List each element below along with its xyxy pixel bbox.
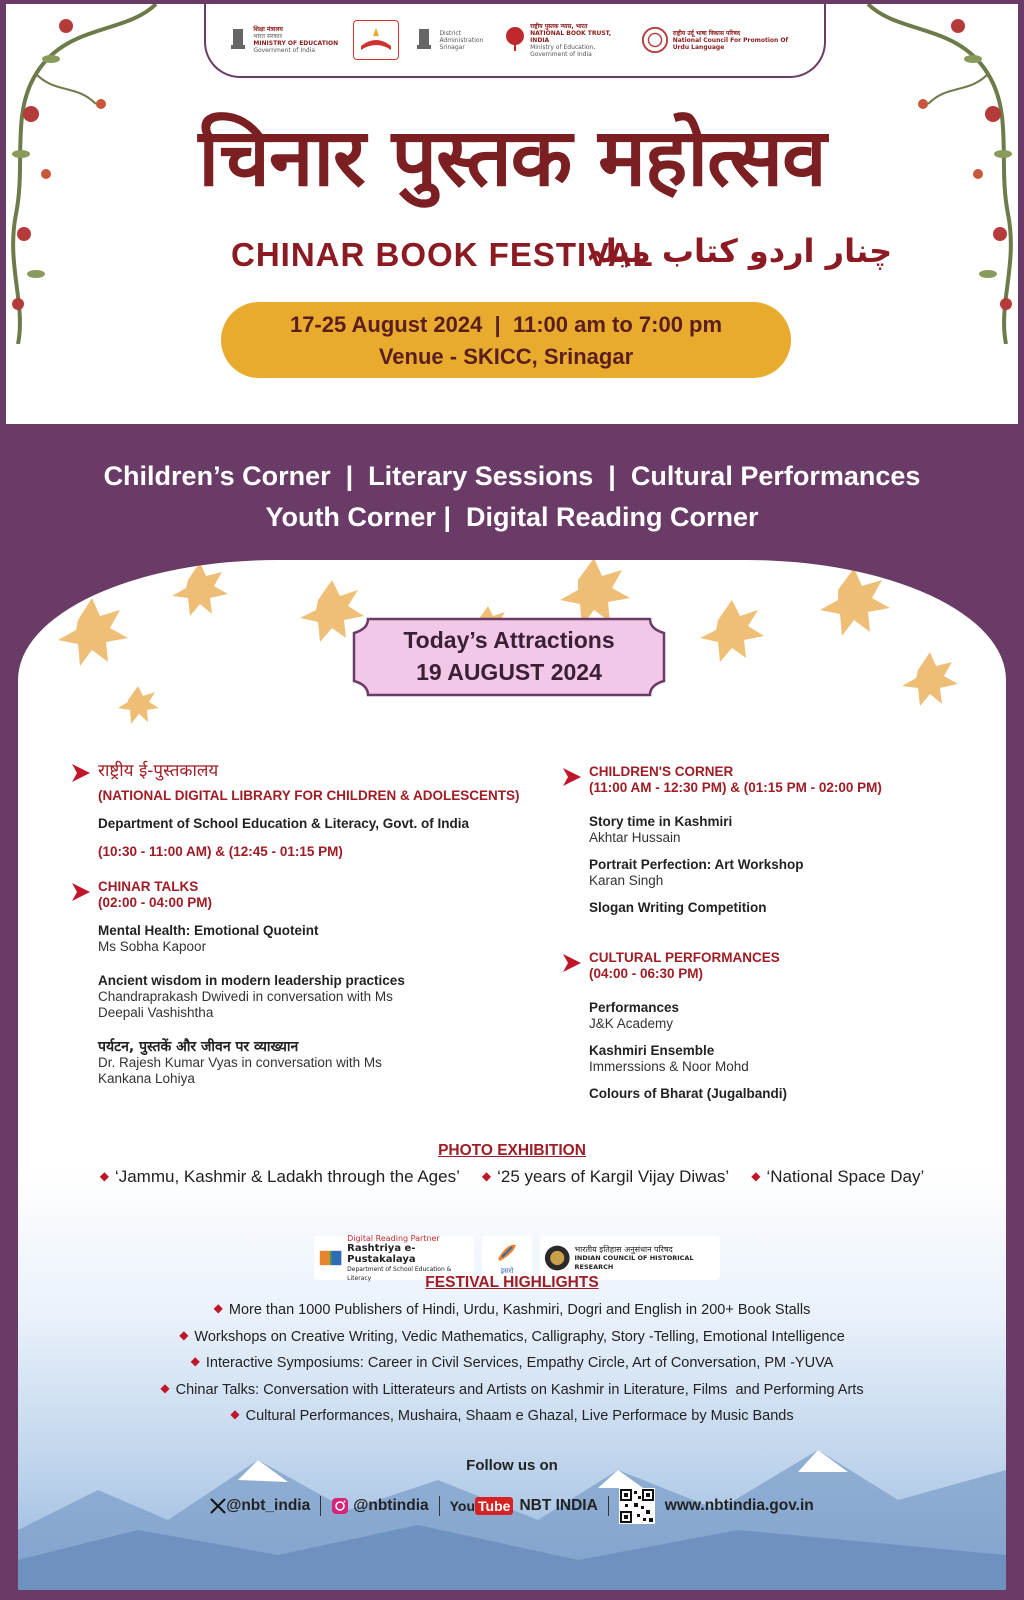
highlight-item — [18, 1296, 1006, 1323]
venue-line: Venue - SKICC, Srinagar — [378, 344, 634, 369]
talk-title: Mental Health: Emotional Quoteint — [98, 923, 319, 938]
rep-tag: Digital Reading Partner — [347, 1233, 440, 1243]
youtube-channel: NBT INDIA — [519, 1497, 598, 1514]
ncpul-name: National Council For Promotion Of Urdu Language — [672, 36, 789, 51]
children-item-people: Karan Singh — [589, 873, 664, 888]
badge-line-1: Today’s Attractions — [403, 627, 615, 653]
ichr-name: INDIAN COUNCIL OF HISTORICAL RESEARCH — [574, 1253, 694, 1271]
cultural-item — [589, 1086, 981, 1102]
cultural-item-title: Performances — [589, 1000, 680, 1015]
cultural-section — [561, 950, 981, 1102]
qr-code-icon — [619, 1488, 655, 1524]
header-panel — [6, 4, 1018, 424]
diamond-icon: ◆ — [99, 1169, 109, 1183]
cultural-item-title: Colours of Bharat (Jugalbandi) — [589, 1086, 788, 1101]
diamond-icon: ◆ — [213, 1301, 223, 1315]
ministry-of-education-logo — [227, 25, 338, 55]
highlight-text: Workshops on Creative Writing, Vedic Mathematics, Calligraphy, Story -Telling, Emotional Intelligence — [194, 1328, 845, 1345]
children-time: (11:00 AM - 12:30 PM) & (01:15 PM - 02:00 PM) — [589, 780, 882, 795]
cultural-item — [589, 1000, 981, 1032]
edu-sub: भारत सरकार — [253, 33, 282, 40]
arrow-icon — [561, 952, 583, 974]
nbt-sub: Ministry of Education, Government of India — [530, 43, 596, 58]
highlights-heading-wrap — [18, 1274, 1006, 1292]
nbt-logo — [504, 23, 626, 58]
children-item-title: Slogan Writing Competition — [589, 900, 767, 915]
cultural-item-title: Kashmiri Ensemble — [589, 1043, 715, 1058]
children-item-people: Akhtar Hussain — [589, 830, 681, 845]
highlight-text: Cultural Performances, Mushaira, Shaam e Ghazal, Live Performace by Music Bands — [245, 1408, 794, 1424]
photo-item — [100, 1167, 460, 1187]
rep-name: Rashtriya e-Pustakalaya — [347, 1242, 416, 1265]
highlight-text: Interactive Symposiums: Career in Civil Services, Empathy Circle, Art of Conversation, PM -YUVA — [205, 1355, 834, 1371]
diamond-icon: ◆ — [751, 1169, 761, 1183]
diamond-icon: ◆ — [179, 1327, 189, 1342]
youtube-brand-you: You — [449, 1498, 476, 1514]
x-handle: @nbt_india — [226, 1497, 311, 1514]
date-line: 17-25 August 2024 | 11:00 am to 7:00 pm — [289, 312, 723, 337]
ichr-hindi: भारतीय इतिहास अनुसंधान परिषद — [574, 1244, 673, 1254]
ndl-subtitle: (NATIONAL DIGITAL LIBRARY FOR CHILDREN & ADOLESCENTS) — [98, 788, 520, 803]
edu-hindi: शिक्षा मंत्रालय — [253, 26, 283, 33]
ichr-seal-icon — [544, 1243, 571, 1273]
talk-people: Ms Sobha Kapoor — [98, 939, 207, 954]
highlight-item — [18, 1376, 1006, 1403]
talk-item — [98, 973, 438, 1021]
x-link[interactable] — [210, 1497, 310, 1515]
isro-text: इसरो — [500, 1266, 514, 1275]
youtube-brand-tube: Tube — [475, 1497, 513, 1515]
highlights-list — [18, 1296, 1006, 1429]
photo-item — [751, 1167, 924, 1187]
diamond-icon: ◆ — [481, 1169, 492, 1183]
right-column — [561, 764, 981, 1102]
cultural-item-people: Immerssions & Noor Mohd — [589, 1059, 749, 1074]
photo-heading-wrap — [18, 1142, 1006, 1160]
highlight-item — [18, 1349, 1006, 1376]
photo-list — [18, 1167, 1006, 1187]
follow-wrap — [18, 1457, 1006, 1475]
divider — [439, 1496, 440, 1516]
english-title: CHINAR BOOK FESTIVAL — [231, 236, 654, 273]
ndl-time: (10:30 - 11:00 AM) & (12:45 - 01:15 PM) — [98, 844, 343, 859]
left-column — [70, 760, 530, 1087]
edu-govt: Government of India — [253, 47, 316, 54]
feature-line-2: Youth Corner | Digital Reading Corner — [265, 502, 759, 532]
photo-item-text: ‘25 years of Kargil Vijay Diwas’ — [497, 1167, 730, 1186]
x-logo-icon — [210, 1498, 226, 1514]
children-item — [589, 857, 981, 889]
talk-people: Dr. Rajesh Kumar Vyas in conversation with Ms Kankana Lohiya — [98, 1055, 382, 1086]
social-links — [18, 1488, 1006, 1524]
todays-attractions-badge — [348, 615, 670, 699]
rep-sub: Department of School Education & Literacy — [347, 1265, 452, 1282]
district-admin-logo — [413, 25, 489, 55]
website-link[interactable] — [619, 1488, 814, 1524]
talks-section — [70, 879, 530, 1087]
children-title: CHILDREN'S CORNER — [589, 764, 734, 779]
edu-name: MINISTRY OF EDUCATION — [253, 40, 339, 47]
district-name: District Administration Srinagar — [439, 29, 484, 51]
children-item-title: Story time in Kashmiri — [589, 814, 733, 829]
diamond-icon: ◆ — [190, 1354, 200, 1368]
nbt-hindi: राष्ट्रीय पुस्तक न्यास, भारत — [530, 22, 588, 30]
photo-item-text: ‘Jammu, Kashmir & Ladakh through the Ages’ — [114, 1167, 460, 1186]
talk-title: Ancient wisdom in modern leadership practices — [98, 973, 405, 988]
talks-time: (02:00 - 04:00 PM) — [98, 895, 213, 910]
photo-heading: PHOTO EXHIBITION — [438, 1142, 586, 1159]
diamond-icon: ◆ — [160, 1380, 170, 1395]
highlight-item — [18, 1323, 1006, 1350]
children-item — [589, 814, 981, 846]
diamond-icon: ◆ — [230, 1407, 240, 1421]
photo-item-text: ‘National Space Day’ — [766, 1167, 925, 1186]
youtube-link[interactable] — [450, 1497, 598, 1515]
highlights-heading: FESTIVAL HIGHLIGHTS — [425, 1274, 599, 1291]
youtube-logo-icon — [450, 1497, 514, 1515]
emblem-icon — [413, 25, 435, 55]
ncpul-seal-icon — [641, 25, 669, 55]
talk-title: पर्यटन, पुस्तकें और जीवन पर व्याख्यान — [98, 1039, 299, 1055]
ndl-section — [70, 760, 530, 859]
instagram-link[interactable] — [331, 1497, 428, 1515]
arrow-icon — [561, 766, 583, 788]
chinar-festival-logo-icon — [353, 20, 399, 60]
children-item — [589, 900, 981, 916]
ncpul-logo — [641, 25, 803, 55]
cultural-item-people: J&K Academy — [589, 1016, 674, 1031]
national-emblem-icon — [227, 25, 249, 55]
talk-item — [98, 923, 530, 955]
divider — [320, 1496, 321, 1516]
ndl-dept: Department of School Education & Literacy, Govt. of India — [98, 816, 470, 831]
partner-logo-bar — [204, 4, 826, 78]
children-section — [561, 764, 981, 916]
talk-people: Chandraprakash Dwivedi in conversation with Ms Deepali Vashishtha — [98, 989, 393, 1020]
rocket-icon — [494, 1241, 520, 1263]
feature-line-1: Children’s Corner | Literary Sessions | Cultural Performances — [103, 461, 921, 491]
date-venue-pill — [221, 302, 791, 378]
nbt-name: NATIONAL BOOK TRUST, INDIA — [530, 29, 612, 44]
feature-list — [0, 456, 1024, 538]
highlight-text: Chinar Talks: Conversation with Litterateurs and Artists on Kashmir in Literature, Films and Performing Arts — [175, 1381, 864, 1398]
children-item-title: Portrait Perfection: Art Workshop — [589, 857, 804, 872]
arrow-icon — [70, 762, 92, 784]
website-url: www.nbtindia.gov.in — [664, 1497, 814, 1514]
photo-item — [482, 1167, 729, 1187]
hindi-title: चिनार पुस्तक महोत्सव — [198, 110, 826, 204]
follow-label: Follow us on — [466, 1457, 558, 1474]
cultural-time: (04:00 - 06:30 PM) — [589, 966, 704, 981]
divider — [608, 1496, 609, 1516]
instagram-handle: @nbtindia — [353, 1497, 429, 1514]
talk-item — [98, 1039, 438, 1087]
book-icon — [318, 1244, 343, 1272]
highlight-item — [18, 1402, 1006, 1429]
highlight-text: More than 1000 Publishers of Hindi, Urdu, Kashmiri, Dogri and English in 200+ Book Stalls — [228, 1302, 811, 1318]
instagram-icon — [331, 1497, 349, 1515]
attractions-card — [18, 560, 1006, 1590]
talks-title: CHINAR TALKS — [98, 879, 199, 894]
cultural-item — [589, 1043, 981, 1075]
ncpul-hindi: राष्ट्रीय उर्दू भाषा विकास परिषद — [672, 29, 741, 37]
nbt-tree-icon — [504, 25, 526, 55]
cultural-title: CULTURAL PERFORMANCES — [589, 950, 780, 965]
ndl-title: राष्ट्रीय ई-पुस्तकालय — [98, 761, 219, 781]
badge-line-2: 19 AUGUST 2024 — [416, 659, 602, 685]
urdu-title: چنار اردو کتاب میلہ — [586, 232, 893, 270]
arrow-icon — [70, 881, 92, 903]
